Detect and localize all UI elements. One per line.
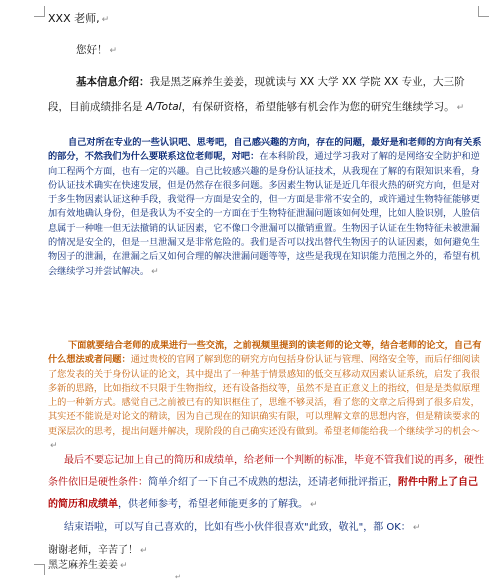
basic-info-tail: ，有保研资格，希望能够有机会作为您的研究生继续学习。 xyxy=(181,101,455,113)
page-corner-mark xyxy=(478,6,489,17)
thanks-text: 谢谢老师，辛苦了！ xyxy=(48,545,138,556)
paragraph-mark-icon: ↵ xyxy=(310,500,318,510)
page-corner-mark xyxy=(34,564,45,575)
reminder-bold: 附件中附上了自己的简历和成绩单 xyxy=(48,477,478,510)
reminder-body-1: 简单介绍了一下自己不成熟的想法，还请老师批评指正， xyxy=(148,477,398,488)
research-body: 在本科阶段，通过学习我对了解的是网络安全防护和逆向工程两个方面，也有一定的兴趣。自己比较感兴趣的是身份认证技术，从我现在了解的有限知识来看，身份认证技术确实在快速发展，但是仍然存在很多问题。多因素生物认证是近几年很火热的研究方向，但是对于多生物因素认证这种手段，我觉得一方面是安全的，但一方面是非常不安全的，或许通过生物特征能够更加有效地确认身份，但是我认为不安全的一方面在于生物特征泄漏问题该如何处理，比如人脸识别，人脸信息属于一种唯一但无法撤销的认证因素，它不像口令泄漏可以撤销重置。生物因子认证在生物特征未被泄漏的情况是安全的，但是一旦泄漏又是非常危险的。我们是否可以找出替代生物因子的认证因素，如何避免生物因子的泄漏，在泄漏之后又如何合理的解决泄漏问题等等，这些是我现在知识能力范围之外的，希望有机会继续学习并尝试解决。 xyxy=(48,151,480,277)
page-corner-mark xyxy=(34,6,45,17)
rank-value: A/Total xyxy=(145,101,182,113)
paragraph-mark-icon: ↵ xyxy=(120,561,128,571)
reminder-body-2: ，供老师参考，希望老师能更多的了解我。 xyxy=(118,499,308,510)
reminder-line: 最后不要忘记加上自己的简历和成绩单，给老师一个判断的标准，毕竟不管我们说的再多，硬性条件依旧是硬性条件： xyxy=(48,455,484,488)
greeting-line[interactable] xyxy=(48,12,109,27)
greeting-text: XXX 老师, xyxy=(48,12,100,25)
paragraph-mark-icon: ↵ xyxy=(101,15,110,25)
papers-lead: 下面就要结合老师的成果进行一些交流，之前视频里提到的读老师的论文等，结合老师的论文，自己有什么想法或者问题： xyxy=(48,340,482,366)
hello-text: 您好！ xyxy=(76,44,108,56)
paragraph-mark-icon: ↵ xyxy=(140,546,148,556)
page-end-mark: ↵ xyxy=(175,573,181,581)
signature-line[interactable] xyxy=(48,559,128,573)
hello-line[interactable] xyxy=(76,43,117,58)
research-lead: 自己对所在专业的一些认识吧、思考吧，自己感兴趣的方向，存在的问题，最好是和老师的方向有关系的部分，不然我们为什么要联系这位老师呢，对吧： xyxy=(48,137,482,163)
thanks-line[interactable] xyxy=(48,544,148,558)
basic-info-text: 我是黑芝麻养生姜姜，现就读与 XX 大学 XX 学院 XX 专业，大三阶段，目前成绩排名是 xyxy=(48,76,465,113)
paragraph-mark-icon: ↵ xyxy=(456,103,465,113)
basic-info-paragraph[interactable] xyxy=(48,70,478,121)
paragraph-mark-icon: ↵ xyxy=(109,46,118,56)
closing-note-paragraph[interactable] xyxy=(48,521,484,535)
closing-note-text: 结束语啦，可以写自己喜欢的，比如有些小伙伴很喜欢"此致，敬礼"，都 OK： xyxy=(64,522,411,533)
research-paragraph[interactable] xyxy=(48,136,484,279)
papers-body: 通过贵校的官网了解到您的研究方向包括身份认证与管理、网络安全等，而后仔细阅读了您发表的关于身份认证的论文，其中提出了一种基于情景感知的低交互移动双因素认证系统，启发了我很多新的思路，比如指纹不只限于生物指纹，还有设备指纹等，虽然不是直正意义上的指纹，但是是类似原理上的一种新方式。感觉自己之前被已有的知识框住了，思维不够灵活，看了您的文章之后得到了很多启发，其实还不能说是对论文的精读，因为自己现在的知识确实有限，可以理解文章的思想内容，但是精读要求的更深层次的思考，提出问题并解决，现阶段的自己确实还没有做到。希望老师能给我一个继续学习的机会～ xyxy=(48,354,480,437)
signature-text: 黑芝麻养生姜姜 xyxy=(48,560,118,571)
basic-info-label: 基本信息介绍： xyxy=(76,76,150,88)
reminder-paragraph[interactable] xyxy=(48,450,484,516)
paragraph-mark-icon: ↵ xyxy=(50,441,58,452)
paragraph-mark-icon: ↵ xyxy=(412,523,421,533)
paragraph-mark-icon: ↵ xyxy=(151,266,159,277)
papers-paragraph[interactable] xyxy=(48,339,484,453)
